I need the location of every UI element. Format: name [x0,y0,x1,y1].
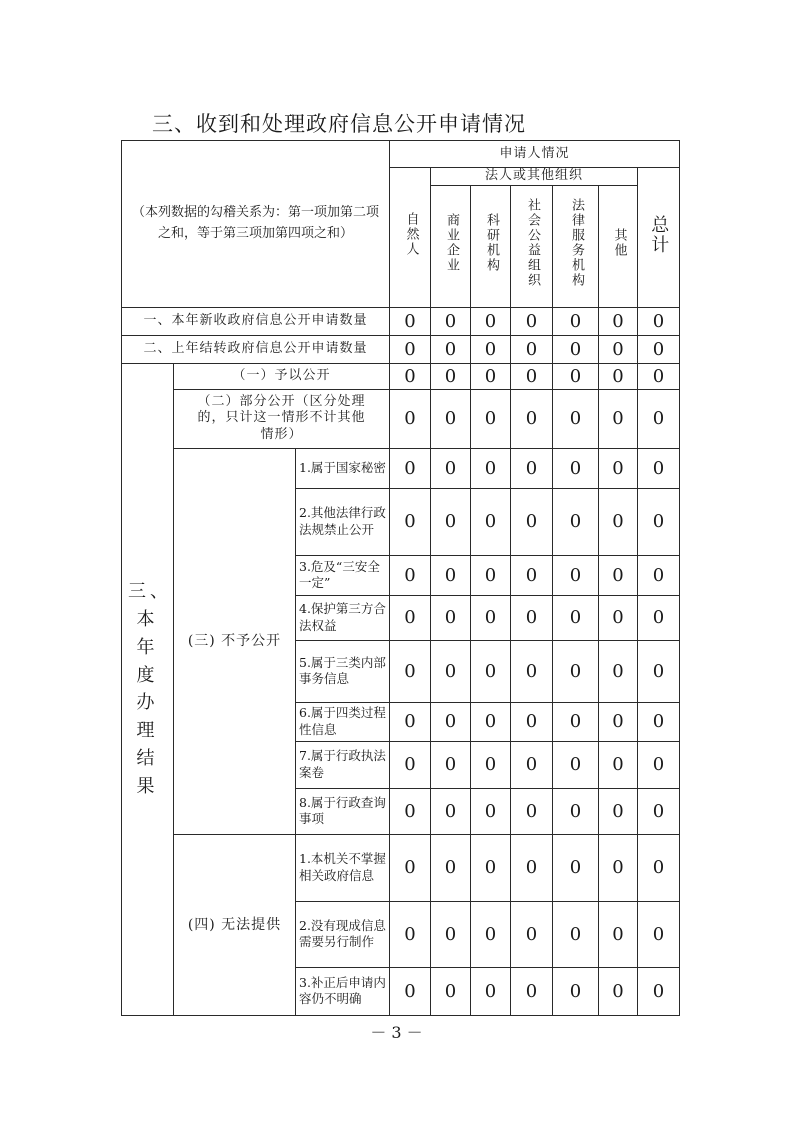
col-other: 其他 [599,185,638,307]
cell-value: 0 [553,448,599,488]
cell-value: 0 [511,555,553,595]
cell-value: 0 [471,389,511,448]
cell-value: 0 [431,595,471,640]
row-label: 5.属于三类内部事务信息 [296,640,390,702]
row-label: 3.补正后申请内容仍不明确 [296,967,390,1015]
withheld-group-label: (三) 不予公开 [174,448,296,834]
cell-value: 0 [511,967,553,1015]
cell-value: 0 [390,640,431,702]
cell-value: 0 [471,788,511,834]
cell-value: 0 [638,555,680,595]
row-label: 2.其他法律行政法规禁止公开 [296,488,390,555]
cell-value: 0 [431,448,471,488]
cell-value: 0 [553,488,599,555]
table-row [122,335,680,363]
cell-value: 0 [431,834,471,901]
row-label: 1.本机关不掌握相关政府信息 [296,834,390,901]
cell-value: 0 [511,834,553,901]
cell-value: 0 [511,788,553,834]
cell-value: 0 [599,967,638,1015]
cell-value: 0 [553,834,599,901]
cell-value: 0 [390,741,431,788]
cell-value: 0 [511,595,553,640]
cell-value: 0 [553,307,599,335]
cell-value: 0 [553,595,599,640]
cell-value: 0 [638,363,680,389]
page-number: － 3 － [370,1023,423,1042]
cell-value: 0 [431,488,471,555]
cell-value: 0 [471,488,511,555]
cell-value: 0 [553,788,599,834]
row-label: 6.属于四类过程性信息 [296,702,390,741]
row-label: 8.属于行政查询事项 [296,788,390,834]
cell-value: 0 [471,741,511,788]
cell-value: 0 [431,363,471,389]
table-row [122,448,680,488]
cell-value: 0 [553,901,599,967]
cell-value: 0 [390,788,431,834]
info-request-table [121,140,680,1016]
cell-value: 0 [638,640,680,702]
table-row [122,363,680,389]
cell-value: 0 [638,448,680,488]
cell-value: 0 [511,307,553,335]
cell-value: 0 [553,335,599,363]
applicant-header: 申请人情况 [390,141,680,168]
cell-value: 0 [599,448,638,488]
cell-value: 0 [390,363,431,389]
cell-value: 0 [431,741,471,788]
section3-label: 三、本年度办理结果 [122,363,174,1015]
cell-value: 0 [431,555,471,595]
cell-value: 0 [599,901,638,967]
cell-value: 0 [511,741,553,788]
cell-value: 0 [599,702,638,741]
cell-value: 0 [638,389,680,448]
cell-value: 0 [599,595,638,640]
cell-value: 0 [511,448,553,488]
cell-value: 0 [471,702,511,741]
row-label: （一）予以公开 [174,363,390,389]
cell-value: 0 [599,307,638,335]
cell-value: 0 [471,448,511,488]
row-label: 2.没有现成信息需要另行制作 [296,901,390,967]
row-label: 4.保护第三方合法权益 [296,595,390,640]
cell-value: 0 [390,448,431,488]
header-note: （本列数据的勾稽关系为：第一项加第二项之和，等于第三项加第四项之和） [122,141,390,308]
cell-value: 0 [638,741,680,788]
cell-value: 0 [390,834,431,901]
cell-value: 0 [638,788,680,834]
cell-value: 0 [638,488,680,555]
cell-value: 0 [390,555,431,595]
row-label: 1.属于国家秘密 [296,448,390,488]
cell-value: 0 [471,834,511,901]
cell-value: 0 [553,741,599,788]
cell-value: 0 [390,702,431,741]
cell-value: 0 [390,307,431,335]
cell-value: 0 [471,307,511,335]
cell-value: 0 [638,702,680,741]
cell-value: 0 [511,640,553,702]
cell-value: 0 [390,389,431,448]
cell-value: 0 [599,335,638,363]
cell-value: 0 [390,967,431,1015]
cell-value: 0 [431,702,471,741]
cell-value: 0 [553,363,599,389]
col-legal-service: 法律服务机构 [553,185,599,307]
cell-value: 0 [599,788,638,834]
cell-value: 0 [390,595,431,640]
legal-group-header: 法人或其他组织 [431,168,638,186]
col-public-welfare: 社会公益组织 [511,185,553,307]
cell-value: 0 [638,307,680,335]
unavailable-group-label: (四) 无法提供 [174,834,296,1015]
cell-value: 0 [599,555,638,595]
cell-value: 0 [553,967,599,1015]
cell-value: 0 [599,389,638,448]
cell-value: 0 [431,335,471,363]
cell-value: 0 [553,389,599,448]
cell-value: 0 [471,595,511,640]
cell-value: 0 [431,788,471,834]
cell-value: 0 [638,335,680,363]
row-label: 一、本年新收政府信息公开申请数量 [122,307,390,335]
row-label: 二、上年结转政府信息公开申请数量 [122,335,390,363]
cell-value: 0 [511,488,553,555]
cell-value: 0 [511,389,553,448]
col-research: 科研机构 [471,185,511,307]
cell-value: 0 [599,640,638,702]
cell-value: 0 [471,363,511,389]
cell-value: 0 [599,363,638,389]
table-row [122,834,680,901]
cell-value: 0 [553,640,599,702]
cell-value: 0 [638,595,680,640]
row-label: 7.属于行政执法案卷 [296,741,390,788]
cell-value: 0 [471,335,511,363]
col-total: 总计 [638,168,680,308]
cell-value: 0 [511,901,553,967]
cell-value: 0 [390,488,431,555]
cell-value: 0 [390,901,431,967]
cell-value: 0 [431,901,471,967]
cell-value: 0 [431,640,471,702]
cell-value: 0 [553,555,599,595]
row-label: 3.危及“三安全一定” [296,555,390,595]
cell-value: 0 [638,901,680,967]
cell-value: 0 [431,389,471,448]
cell-value: 0 [599,488,638,555]
cell-value: 0 [599,834,638,901]
cell-value: 0 [638,967,680,1015]
cell-value: 0 [511,335,553,363]
col-natural-person: 自然人 [390,168,431,308]
row-label: （二）部分公开（区分处理的，只计这一情形不计其他情形） [174,389,390,448]
cell-value: 0 [431,307,471,335]
cell-value: 0 [599,741,638,788]
cell-value: 0 [471,555,511,595]
cell-value: 0 [553,702,599,741]
cell-value: 0 [390,335,431,363]
cell-value: 0 [511,363,553,389]
cell-value: 0 [638,834,680,901]
cell-value: 0 [471,640,511,702]
section-heading: 三、收到和处理政府信息公开申请情况 [152,112,526,136]
table-row [122,389,680,448]
cell-value: 0 [471,967,511,1015]
col-business: 商业企业 [431,185,471,307]
cell-value: 0 [511,702,553,741]
cell-value: 0 [471,901,511,967]
table-row [122,307,680,335]
cell-value: 0 [431,967,471,1015]
